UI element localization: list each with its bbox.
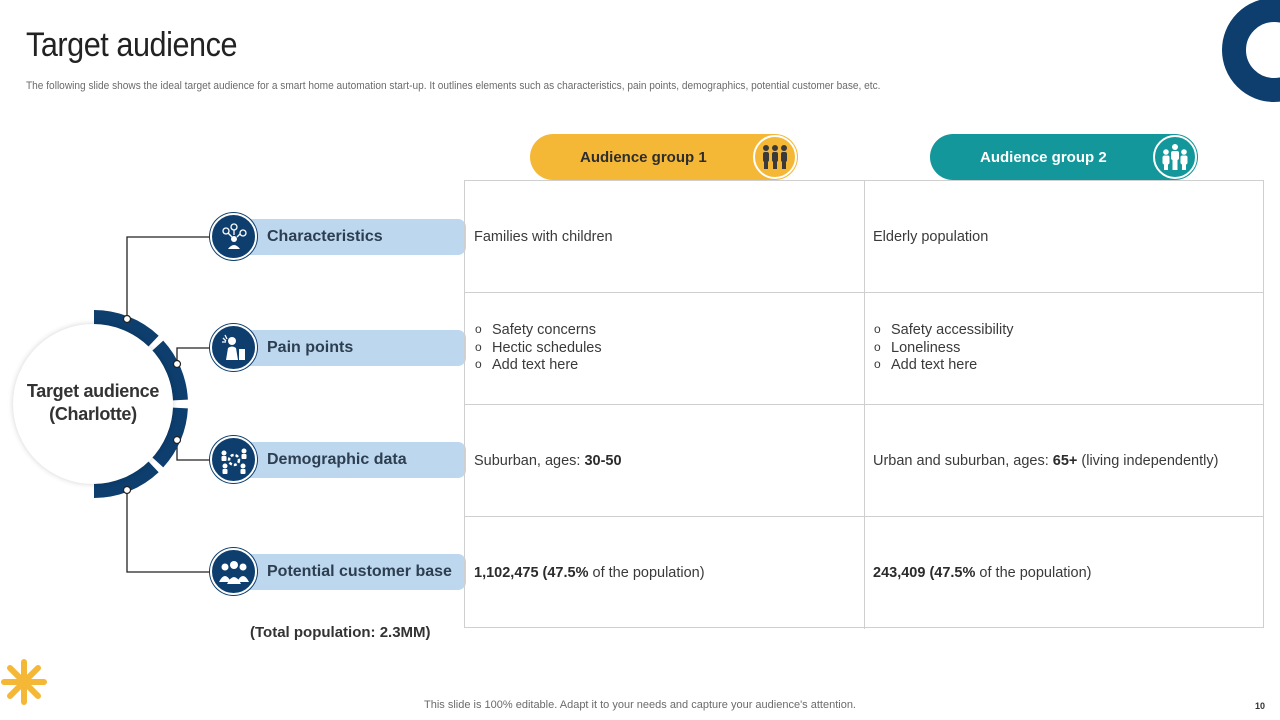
customer-suffix: of the population) [588, 565, 705, 581]
total-population-note: (Total population: 2.3MM) [250, 624, 431, 641]
group1-customer-base [474, 565, 864, 581]
customer-group-icon [210, 548, 257, 595]
group2-demographic [873, 453, 1264, 469]
list-item: o Loneliness [873, 340, 1264, 358]
audience-group-2-label: Audience group 2 [980, 148, 1107, 166]
customer-suffix: of the population) [975, 565, 1092, 581]
corner-ring-decoration [1222, 0, 1280, 102]
group1-pain-points-list [474, 322, 864, 375]
list-item: o Hectic schedules [474, 340, 864, 358]
center-label-line2: (Charlotte) [49, 404, 137, 424]
page-subtitle: The following slide shows the ideal target audience for a smart home automation start-up. It outlines elements such as characteristics, pain points, demographics, potential customer base, etc. [26, 80, 881, 92]
footer-note: This slide is 100% editable. Adapt it to your needs and capture your audience's attention. [424, 699, 856, 711]
audience-table [464, 180, 1264, 628]
page-title: Target audience [26, 26, 238, 64]
table-cell [864, 405, 1264, 517]
list-item: o Add text here [474, 357, 864, 375]
table-cell [864, 181, 1264, 293]
network-person-icon [210, 213, 257, 260]
audience-group-2-header [930, 134, 1198, 180]
elderly-group-icon [1153, 135, 1197, 179]
center-label [13, 380, 173, 426]
demographic-age: 65+ [1052, 452, 1078, 469]
demographic-prefix: Suburban, ages: [474, 452, 585, 469]
group2-pain-points-list [873, 322, 1264, 375]
audience-group-1-header [530, 134, 798, 180]
customer-count: 1,102,475 (47.5% [474, 565, 589, 581]
family-group-icon [753, 135, 797, 179]
demographic-suffix: (living independently) [1077, 452, 1219, 469]
row-label-potential-customer-base: Potential customer base [230, 554, 466, 590]
table-cell [465, 517, 865, 629]
demographic-prefix: Urban and suburban, ages: [873, 452, 1053, 469]
demographics-gear-icon [210, 436, 257, 483]
demographic-age: 30-50 [584, 452, 622, 469]
center-label-line1: Target audience [26, 381, 160, 401]
stressed-person-icon [210, 324, 257, 371]
group1-characteristics: Families with children [474, 228, 613, 245]
row-label-characteristics: Characteristics [230, 219, 466, 255]
table-cell [465, 405, 865, 517]
list-item: o Safety accessibility [873, 322, 1264, 340]
table-cell [465, 181, 865, 293]
table-cell [465, 293, 865, 405]
table-cell [864, 293, 1264, 405]
page-number: 10 [1254, 701, 1265, 711]
group1-demographic [474, 453, 864, 469]
group2-characteristics: Elderly population [873, 228, 989, 245]
audience-group-1-label: Audience group 1 [580, 148, 707, 166]
customer-count: 243,409 (47.5% [873, 565, 976, 581]
list-item: o Safety concerns [474, 322, 864, 340]
row-label-demographic-data: Demographic data [230, 442, 466, 478]
table-cell [864, 517, 1264, 629]
list-item: o Add text here [873, 357, 1264, 375]
group2-customer-base [873, 565, 1264, 581]
row-label-pain-points: Pain points [230, 330, 466, 366]
